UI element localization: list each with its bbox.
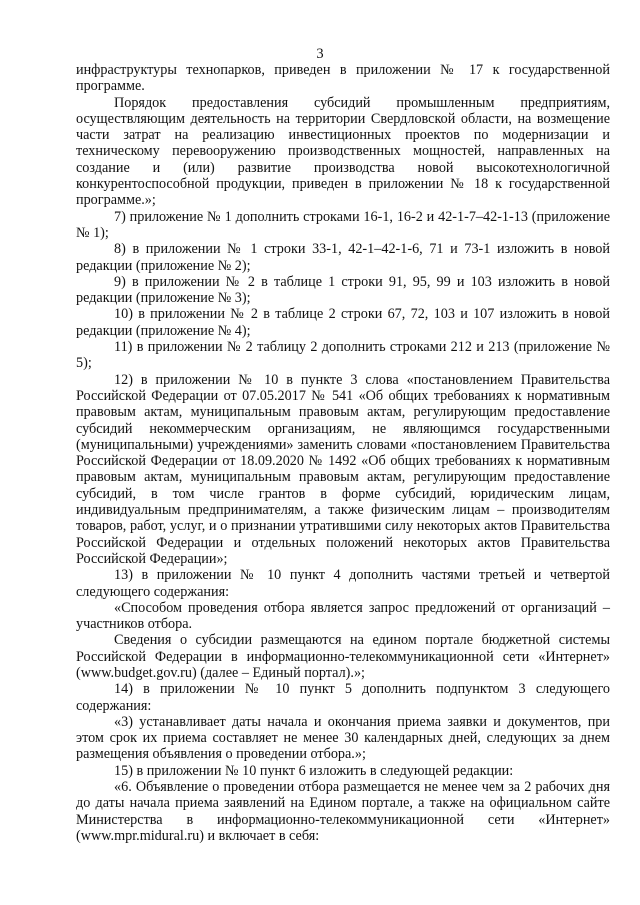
- paragraph: «Способом проведения отбора является запрос предложений от организаций – участников отбора.: [76, 599, 610, 633]
- paragraph: инфраструктуры технопарков, приведен в приложении № 17 к государственной программе.: [76, 62, 610, 95]
- paragraph: 10) в приложении № 2 в таблице 2 строки 67, 72, 103 и 107 изложить в новой редакции (приложение № 4);: [76, 306, 610, 339]
- paragraph: 8) в приложении № 1 строки 33-1, 42-1–42-1-6, 71 и 73-1 изложить в новой редакции (приложение № 2);: [76, 241, 610, 274]
- paragraph: 7) приложение № 1 дополнить строками 16-1, 16-2 и 42-1-7–42-1-13 (приложение № 1);: [76, 208, 610, 241]
- paragraph: «6. Объявление о проведении отбора размещается не менее чем за 2 рабочих дня до даты начала приема заявлений на Едином портале, а также на официальном сайте Министерства в информационно-телекоммуникационной сети «Интернет» (www.mpr.midural.ru) и включает в себя:: [76, 779, 610, 844]
- paragraph: Порядок предоставления субсидий промышленным предприятиям, осуществляющим деятельность на территории Свердловской области, на возмещение части затрат на реализацию инвестиционных проектов по модернизации и техническому перевооружению производственных мощностей, направленных на создание и (или) развитие производства новой высокотехнологичной конкурентоспособной продукции, приведен в приложении № 18 к государственной программе.»;: [76, 94, 610, 209]
- paragraph: 12) в приложении № 10 в пункте 3 слова «постановлением Правительства Российской Федерации от 07.05.2017 № 541 «Об общих требованиях к нормативным правовым актам, муниципальным правовым актам, регулирующим предоставление субсидий некоммерческим организациям, не являющимся государственными (муниципальными) учреждениями» заменить словами «постановлением Правительства Российской Федерации от 18.09.2020 № 1492 «Об общих требованиях к нормативным правовым актам, муниципальным правовым актам, регулирующим предоставление субсидий, в том числе грантов в форме субсидий, юридическим лицам, индивидуальным предпринимателям, а также физическим лицам – производителям товаров, работ, услуг, и о признании утратившими силу некоторых актов Правительства Российской Федерации и отдельных положений некоторых актов Правительства Российской Федерации»;: [76, 371, 610, 567]
- paragraph: 14) в приложении № 10 пункт 5 дополнить подпунктом 3 следующего содержания:: [76, 681, 610, 714]
- paragraph: 11) в приложении № 2 таблицу 2 дополнить строками 212 и 213 (приложение № 5);: [76, 339, 610, 372]
- paragraph: 13) в приложении № 10 пункт 4 дополнить частями третьей и четвертой следующего содержания:: [76, 567, 610, 600]
- paragraph: 15) в приложении № 10 пункт 6 изложить в следующей редакции:: [114, 762, 514, 779]
- paragraph: 9) в приложении № 2 в таблице 1 строки 91, 95, 99 и 103 изложить в новой редакции (приложение № 3);: [76, 273, 610, 307]
- paragraph: Сведения о субсидии размещаются на едином портале бюджетной системы Российской Федерации в информационно-телекоммуникационной сети «Интернет» (www.budget.gov.ru) (далее – Единый портал).»;: [76, 632, 610, 681]
- page-number: 3: [316, 46, 324, 62]
- paragraph: «3) устанавливает даты начала и окончания приема заявки и документов, при этом срок их приема составляет не менее 30 календарных дней, следующих за днем размещения объявления о проведении отбора.»;: [76, 713, 610, 763]
- document-body: [76, 62, 610, 844]
